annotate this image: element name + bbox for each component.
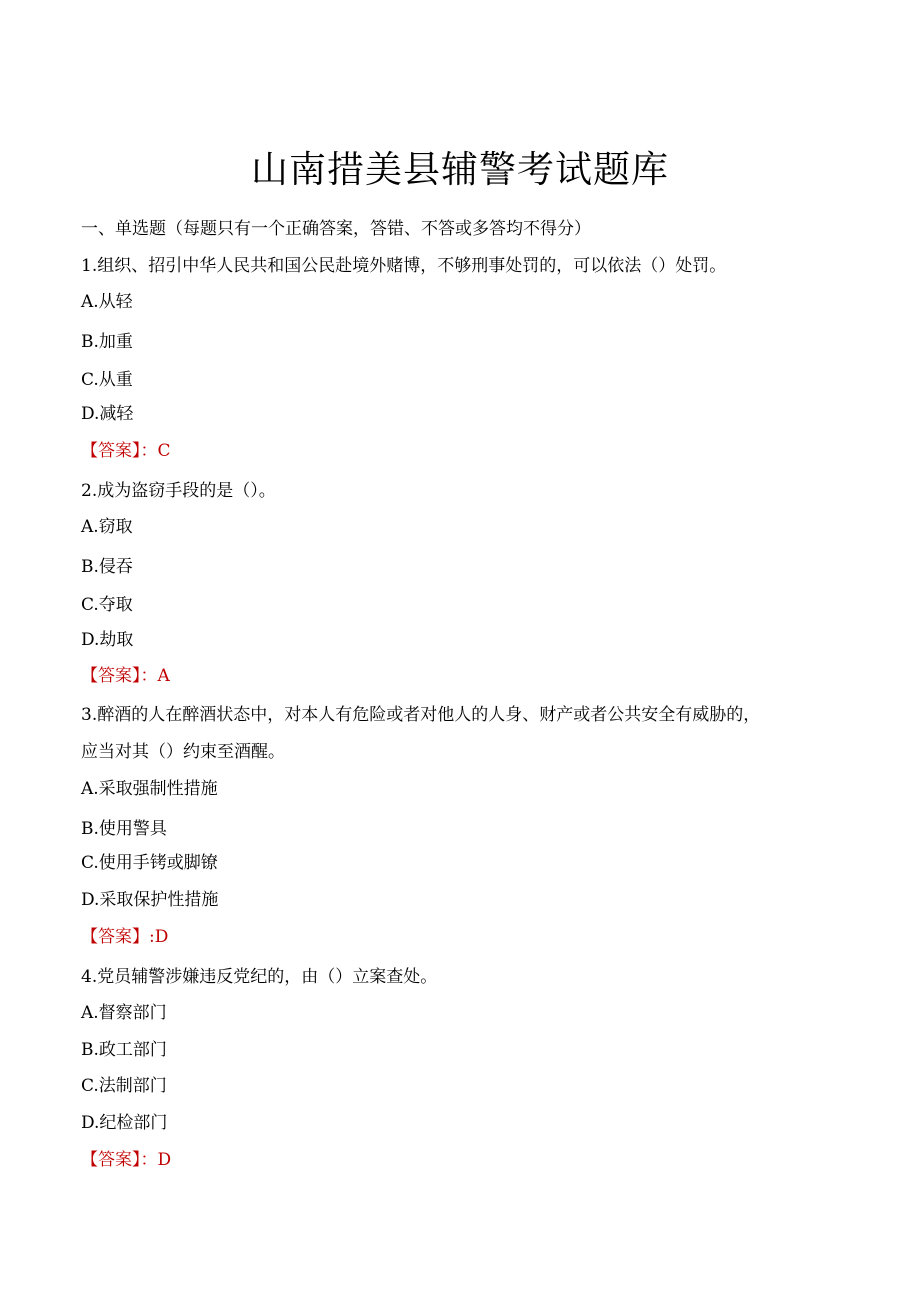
question-4-answer xyxy=(81,1148,171,1172)
question-3-option-d: D.采取保护性措施 xyxy=(81,890,219,910)
question-3-option-a: A.采取强制性措施 xyxy=(81,779,218,799)
question-2-option-c: C.夺取 xyxy=(81,595,133,615)
question-3-stem-line-2: 应当对其（）约束至酒醒。 xyxy=(81,742,285,762)
question-1-option-b: B.加重 xyxy=(81,332,133,352)
question-3-stem-line-1: 3.醉酒的人在醉酒状态中，对本人有危险或者对他人的人身、财产或者公共安全有威胁的， xyxy=(81,705,761,725)
question-3-option-b: B.使用警具 xyxy=(81,819,167,839)
answer-value: ：A xyxy=(140,666,170,686)
question-1-option-c: C.从重 xyxy=(81,370,133,390)
page-title: 山南措美县辅警考试题库 xyxy=(251,148,669,191)
answer-value: :D xyxy=(149,927,169,947)
question-3-answer xyxy=(81,925,168,949)
question-4-option-c: C.法制部门 xyxy=(81,1076,167,1096)
question-2-option-a: A.窃取 xyxy=(81,517,133,537)
question-1-option-a: A.从轻 xyxy=(81,292,133,312)
question-1-answer xyxy=(81,439,171,463)
question-2-option-b: B.侵吞 xyxy=(81,557,133,577)
question-4-stem: 4.党员辅警涉嫌违反党纪的，由（）立案查处。 xyxy=(81,967,438,987)
answer-label: 【答案】 xyxy=(81,441,141,461)
answer-value: ：D xyxy=(140,1150,172,1170)
section-heading: 一、单选题（每题只有一个正确答案，答错、不答或多答均不得分） xyxy=(81,219,591,239)
question-2-option-d: D.劫取 xyxy=(81,630,134,650)
answer-value: ：C xyxy=(140,441,171,461)
answer-label: 【答案】 xyxy=(81,666,141,686)
question-1-stem: 1.组织、招引中华人民共和国公民赴境外赌博，不够刑事处罚的，可以依法（）处罚。 xyxy=(81,256,727,276)
question-4-option-a: A.督察部门 xyxy=(81,1003,167,1023)
question-3-option-c: C.使用手铐或脚镣 xyxy=(81,853,218,873)
question-4-option-b: B.政工部门 xyxy=(81,1040,167,1060)
answer-label: 【答案】 xyxy=(81,1150,141,1170)
question-4-option-d: D.纪检部门 xyxy=(81,1113,168,1133)
question-2-answer xyxy=(81,664,170,688)
question-2-stem: 2.成为盗窃手段的是（）。 xyxy=(81,481,276,501)
question-1-option-d: D.减轻 xyxy=(81,404,134,424)
answer-label: 【答案】 xyxy=(81,927,149,947)
